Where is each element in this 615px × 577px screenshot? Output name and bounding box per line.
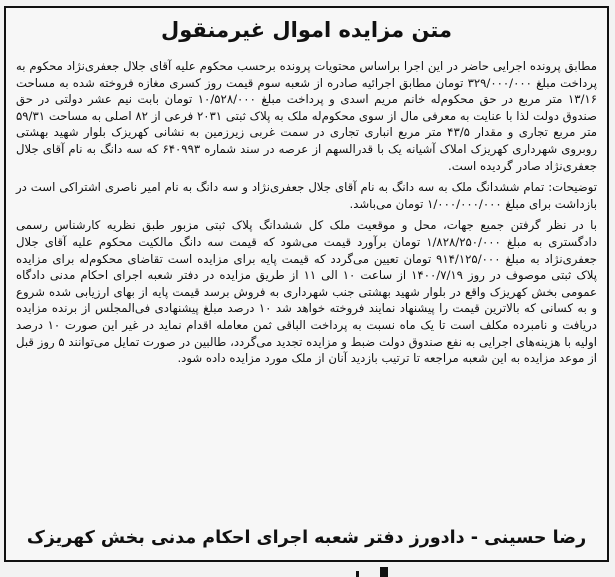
paragraph-spacer bbox=[16, 176, 597, 177]
notice-paragraph-notes: توضیحات: تمام ششدانگ ملک به سه دانگ به نام آقای جلال جعفری‌نژاد و سه دانگ به نام امیر ناصری اشتراکی است در بازداشت برای مبلغ ۱/۰۰۰/۰۰۰/۰۰۰ تومان می‌باشد. bbox=[16, 180, 597, 211]
notice-paragraph-terms: با در نظر گرفتن جمیع جهات، محل و موقعیت ملک کل ششدانگ پلاک ثبتی مزبور طبق نظریه کارشناس رسمی دادگستری به مبلغ ۱/۸۲۸/۲۵۰/۰۰۰ تومان برآورد قیمت می‌شود که قیمت سه دانگ مالکیت محکوم علیه آقای جلال جعفری‌نژاد به مبلغ ۹۱۴/۱۲۵/۰۰۰ تومان تعیین می‌گردد که قیمت پایه برای مزایده است تقاضای محکوم‌له برای مزایده پلاک ثبتی موصوف در روز ۱۴۰۰/۷/۱۹ از ساعت ۱۰ الی ۱۱ از طریق مزایده در دفتر شعبه اجرای احکام مدنی دادگاه عمومی بخش کهریزک واقع در بلوار شهید بهشتی جنب شهرداری به فروش برسد قیمت پایه از بهای ارزیابی شده شروع و به کسانی که بالاترین قیمت را پیشنهاد نمایند فروخته خواهد شد ۱۰ درصد مبلغ پیشنهادی فی‌المجلس از برنده مزایده دریافت و نامبرده مکلف است تا یک ماه نسبت به پرداخت الباقی ثمن معامله اقدام نماید در غیر این صورت ۱۰ درصد اولیه با هزینه‌های اجرایی به نفع صندوق دولت ضبط و مزایده تجدید می‌گردد، طالبین در صورت تمایل می‌توانند ۵ روز قبل از موعد مزایده به این شعبه مراجعه تا ترتیب بازدید آنان از ملک مورد مزایده داده شود. bbox=[16, 218, 598, 366]
notice-paragraph-main: مطابق پرونده اجرایی حاضر در این اجرا براساس محتویات پرونده برحسب محکوم علیه آقای جلال جعفری‌نژاد محکوم به پرداخت مبلغ ۳۲۹/۰۰۰/۰۰۰ تومان مطابق اجرائیه صادره از شعبه سوم قیمت روز کسری مغازه فروخته شده به مساحت ۱۳/۱۶ متر مربع در حق محکوم‌له خانم مریم اسدی و پرداخت مبلغ ۱۰/۵۲۸/۰۰۰ تومان بابت نیم عشر دولتی در حق صندوق دولت لذا با عنایت به معرفی مال از سوی محکوم‌له ملک به پلاک ثبتی ۲۰۳۱ فرعی از ۸۲ اصلی به مساحت ۵۹/۳۱ متر مربع تجاری و مقدار ۴۳/۵ متر مربع انباری تجاری در سمت غربی زیرزمین به نشانی کهریزک بلوار شهید بهشتی روبروی شهرداری کهریزک املاک آشیانه یک با قدرالسهم از عرصه در سند شماره ۶۴۰۹۹۳ که سه دانگ به نام آقای جلال جعفری‌نژاد صادر گردیده است. bbox=[16, 59, 597, 173]
cropped-text-fragment bbox=[356, 571, 359, 577]
paragraph-spacer bbox=[16, 214, 597, 215]
cropped-text-fragment bbox=[380, 567, 388, 577]
notice-frame bbox=[4, 6, 609, 562]
notice-body bbox=[16, 58, 597, 367]
notice-signature: رضا حسینی - دادورز دفتر شعبه اجرای احکام مدنی بخش کهریزک bbox=[26, 528, 587, 548]
notice-title: متن مزایده اموال غیرمنقول bbox=[161, 18, 452, 42]
